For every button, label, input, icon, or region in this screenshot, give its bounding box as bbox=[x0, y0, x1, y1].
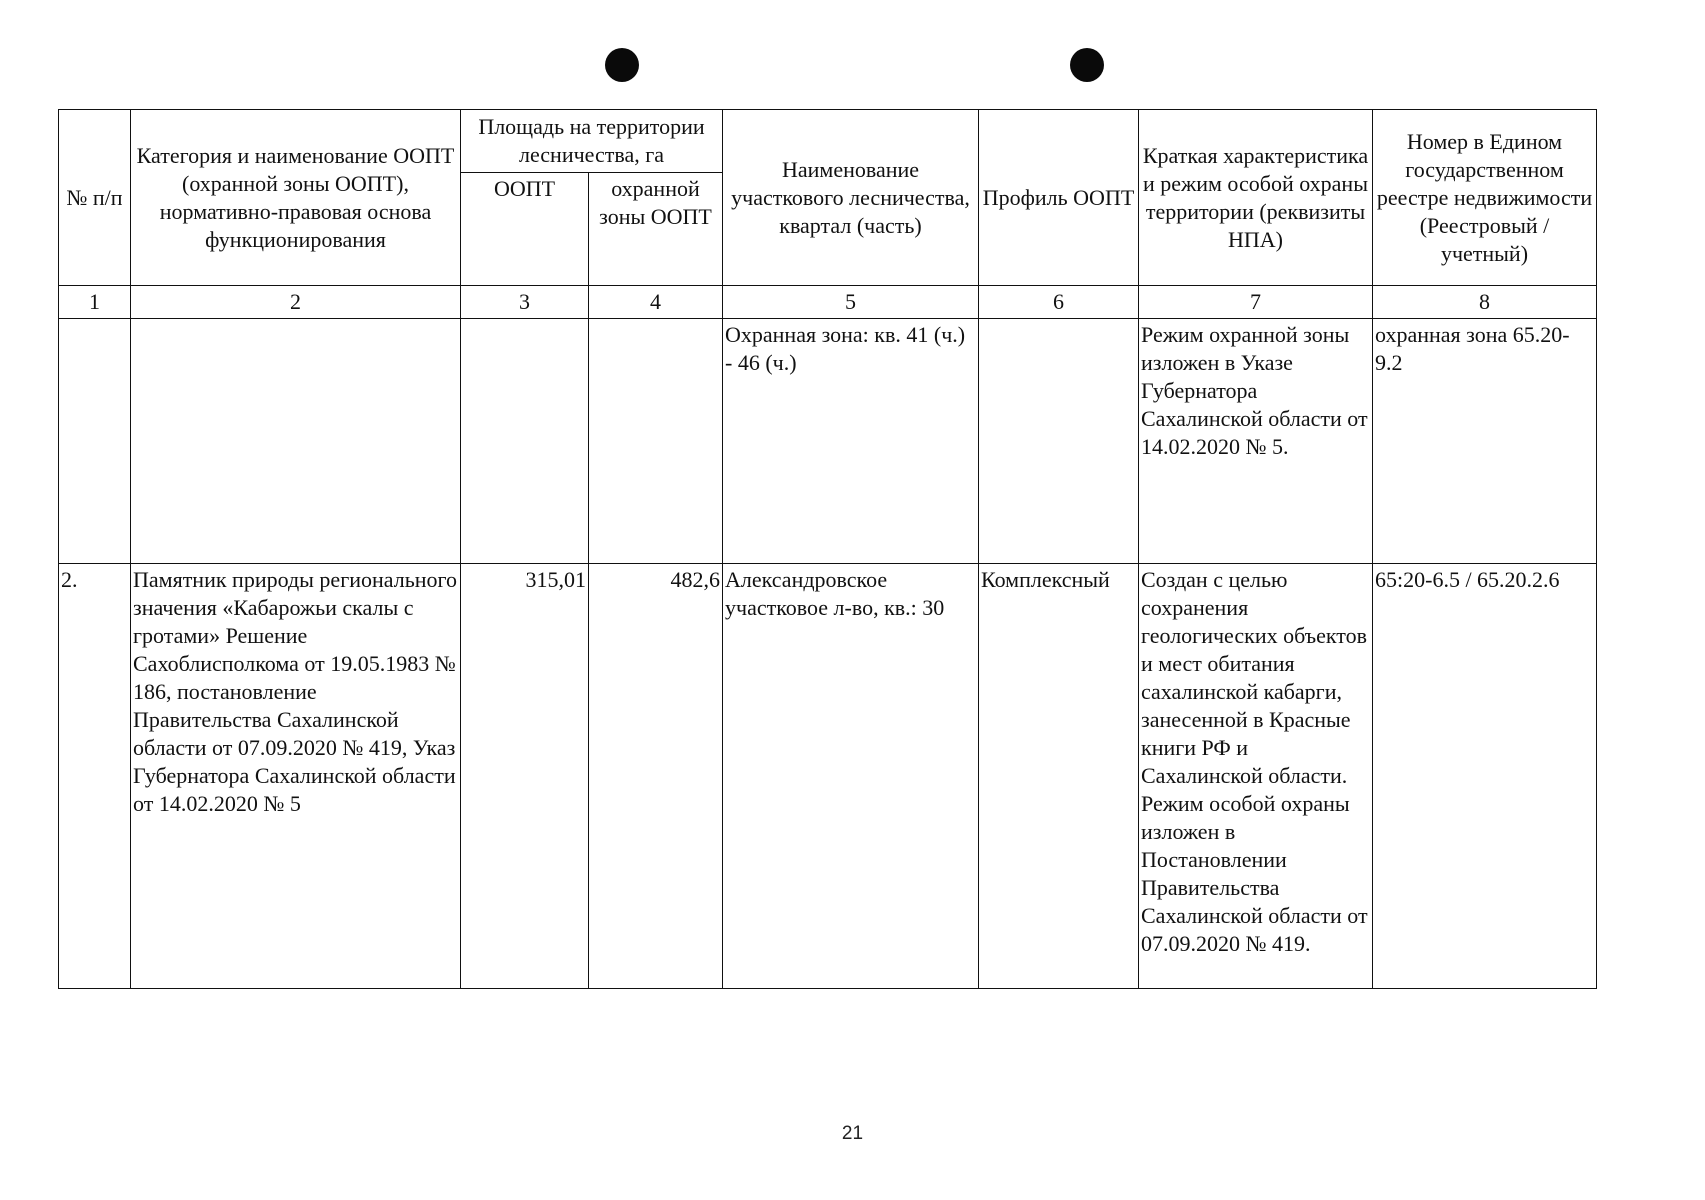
column-number: 8 bbox=[1373, 286, 1597, 319]
table-row bbox=[59, 319, 1597, 564]
column-number: 5 bbox=[723, 286, 979, 319]
column-number: 3 bbox=[461, 286, 589, 319]
row-number: 2. bbox=[59, 564, 131, 989]
row-area-zone: 482,6 bbox=[589, 564, 723, 989]
punch-hole-left bbox=[605, 48, 639, 82]
column-number: 2 bbox=[131, 286, 461, 319]
row-forestry: Охранная зона: кв. 41 (ч.) - 46 (ч.) bbox=[723, 319, 979, 564]
table-row bbox=[59, 564, 1597, 989]
punch-hole-right bbox=[1070, 48, 1104, 82]
column-number: 6 bbox=[979, 286, 1139, 319]
row-regime: Создан с целью сохранения геологических объектов и мест обитания сахалинской кабарги, занесенной в Красные книги РФ и Сахалинской области. Режим особой охраны изложен в Постановлении Правительства Сахалинской области от 07.09.2020 № 419. bbox=[1139, 564, 1373, 989]
page-number: 21 bbox=[841, 1123, 864, 1144]
header-forestry: Наименование участкового лесничества, квартал (часть) bbox=[723, 110, 979, 286]
column-number: 7 bbox=[1139, 286, 1373, 319]
protected-areas-table bbox=[58, 109, 1597, 989]
header-area-zone: охранной зоны ООПТ bbox=[589, 173, 723, 286]
header-area-group: Площадь на территории лесничества, га bbox=[461, 110, 723, 173]
column-number: 4 bbox=[589, 286, 723, 319]
header-category: Категория и наименование ООПТ (охранной зоны ООПТ), нормативно-правовая основа функционирования bbox=[131, 110, 461, 286]
row-name: Памятник природы регионального значения «Кабарожьи скалы с гротами» Решение Сахоблисполкома от 19.05.1983 № 186, постановление Правительства Сахалинской области от 07.09.2020 № 419, Указ Губернатора Сахалинской области от 14.02.2020 № 5 bbox=[131, 564, 461, 989]
header-registry: Номер в Едином государственном реестре недвижимости (Реестровый / учетный) bbox=[1373, 110, 1597, 286]
row-profile: Комплексный bbox=[979, 564, 1139, 989]
header-regime: Краткая характеристика и режим особой охраны территории (реквизиты НПА) bbox=[1139, 110, 1373, 286]
column-number: 1 bbox=[59, 286, 131, 319]
row-number bbox=[59, 319, 131, 564]
header-number: № п/п bbox=[59, 110, 131, 286]
row-forestry: Александровское участковое л-во, кв.: 30 bbox=[723, 564, 979, 989]
header-profile: Профиль ООПТ bbox=[979, 110, 1139, 286]
row-name bbox=[131, 319, 461, 564]
row-area-oopt: 315,01 bbox=[461, 564, 589, 989]
row-regime: Режим охранной зоны изложен в Указе Губернатора Сахалинской области от 14.02.2020 № 5. bbox=[1139, 319, 1373, 564]
header-area-oopt: ООПТ bbox=[461, 173, 589, 286]
row-registry: 65:20-6.5 / 65.20.2.6 bbox=[1373, 564, 1597, 989]
row-area-zone bbox=[589, 319, 723, 564]
row-profile bbox=[979, 319, 1139, 564]
row-registry: охранная зона 65.20-9.2 bbox=[1373, 319, 1597, 564]
row-area-oopt bbox=[461, 319, 589, 564]
